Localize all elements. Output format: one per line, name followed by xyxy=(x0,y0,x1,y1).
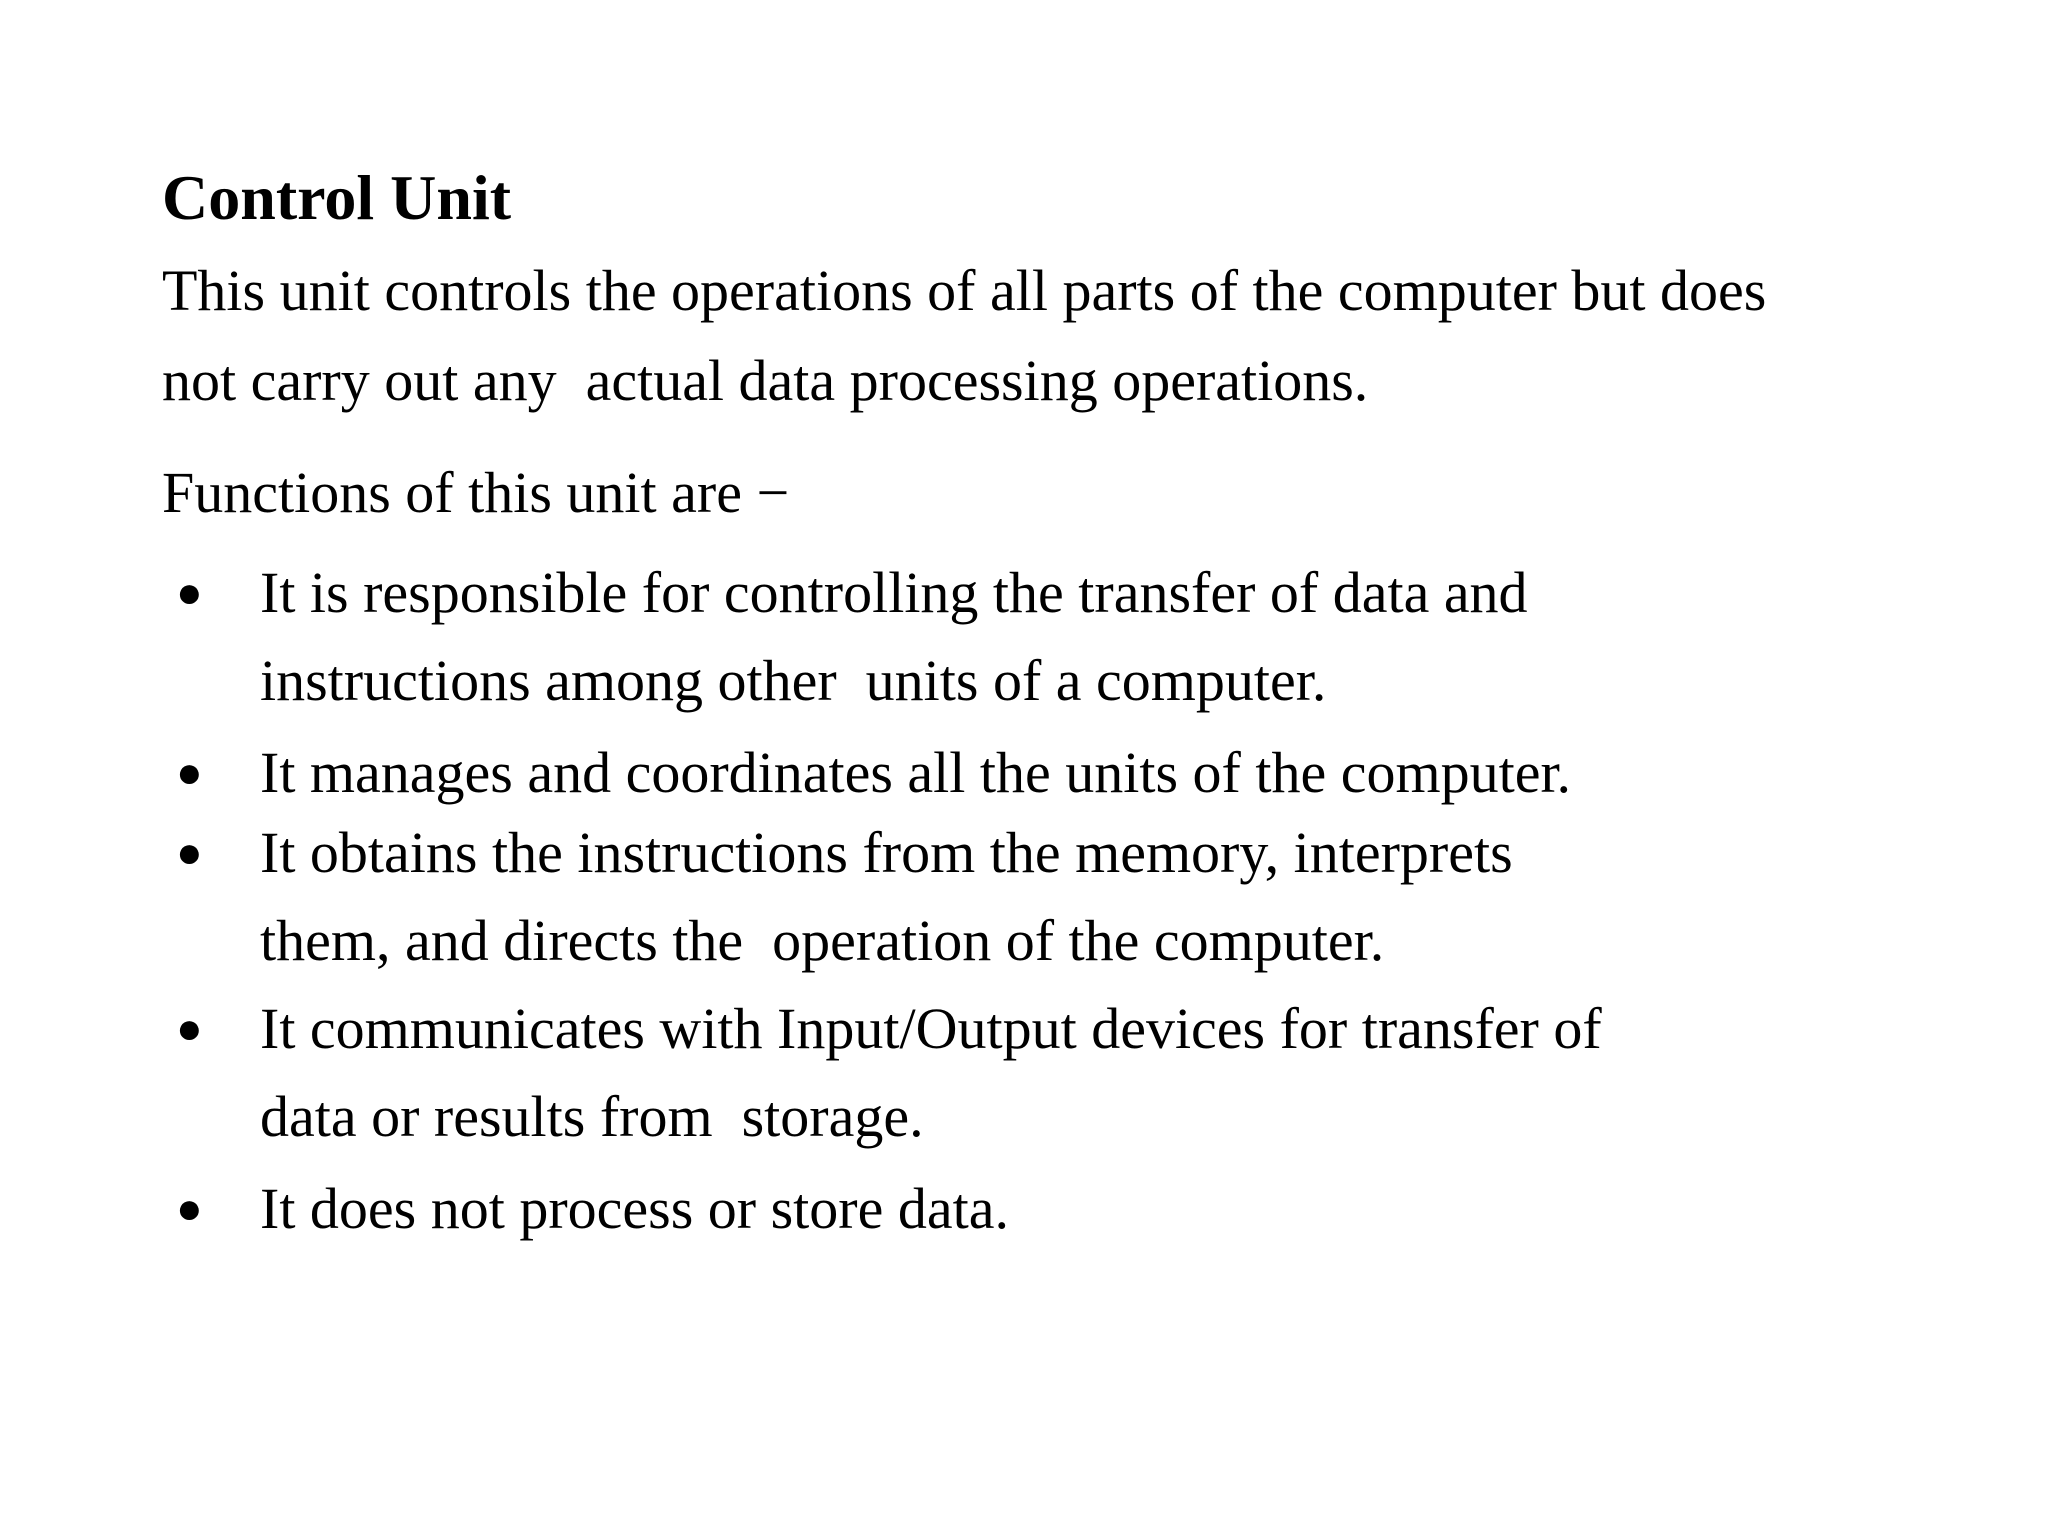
bullet-marker: ● xyxy=(176,748,203,797)
intro-line-2: not carry out any actual data processing operations. xyxy=(162,348,1369,413)
bullet-marker: ● xyxy=(176,568,203,617)
bullet-marker: ● xyxy=(176,1184,203,1233)
list-item-5-line-1: It does not process or store data. xyxy=(260,1176,1009,1241)
list-item-3-line-1: It obtains the instructions from the memory, interprets xyxy=(260,820,1513,885)
bullet-marker: ● xyxy=(176,1004,203,1053)
list-item-1-line-1: It is responsible for controlling the transfer of data and xyxy=(260,560,1528,625)
list-item-4-line-1: It communicates with Input/Output devices for transfer of xyxy=(260,996,1602,1061)
list-item-2-line-1: It manages and coordinates all the units of the computer. xyxy=(260,740,1572,805)
list-item-4-line-2: data or results from storage. xyxy=(260,1084,924,1149)
functions-label: Functions of this unit are − xyxy=(162,460,790,525)
list-item-1-line-2: instructions among other units of a computer. xyxy=(260,648,1327,713)
page-title: Control Unit xyxy=(162,162,512,233)
bullet-marker: ● xyxy=(176,828,203,877)
intro-line-1: This unit controls the operations of all parts of the computer but does xyxy=(162,258,1767,323)
list-item-3-line-2: them, and directs the operation of the computer. xyxy=(260,908,1385,973)
